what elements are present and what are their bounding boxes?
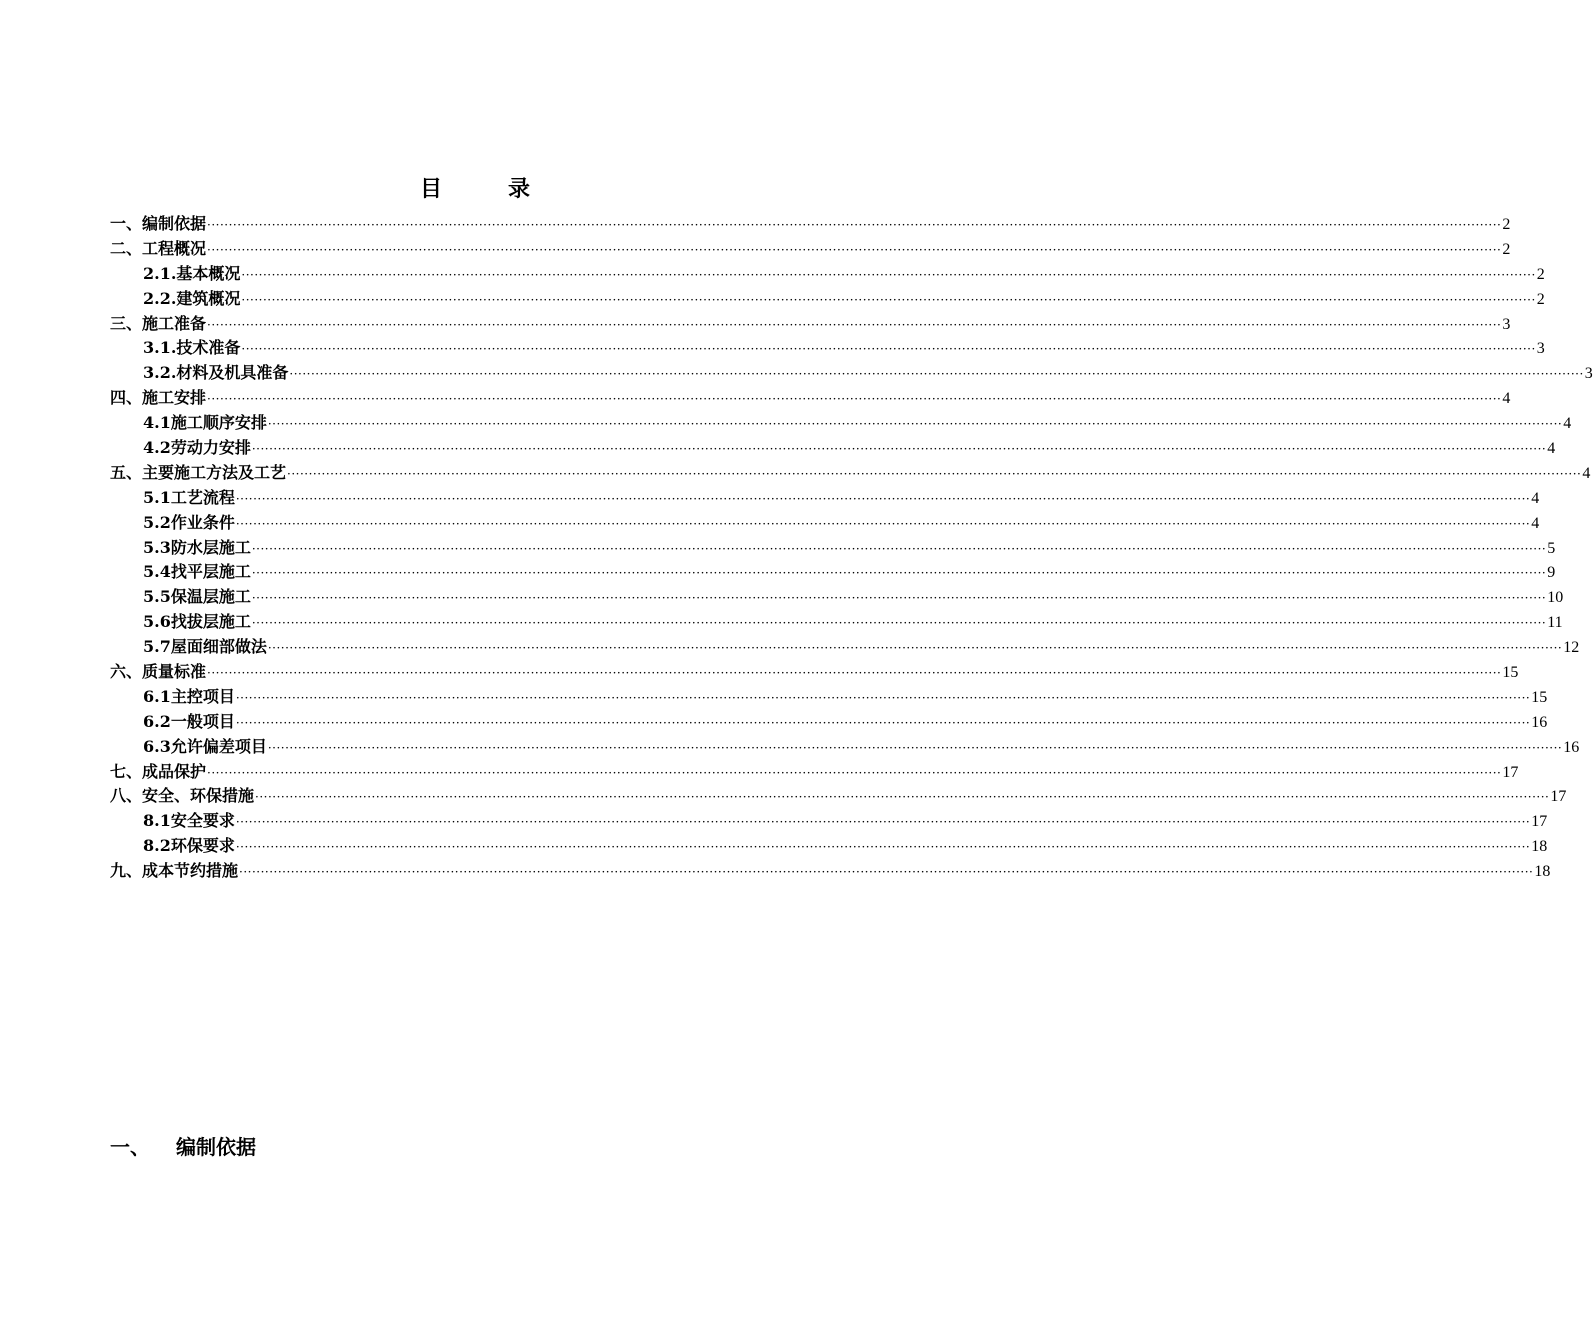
toc-entry-number: 三、	[110, 313, 143, 333]
toc-entry-label: 防水层施工	[170, 537, 251, 557]
toc-entry-page: 2	[1502, 216, 1511, 233]
toc-entry-label: 环保要求	[170, 836, 235, 856]
toc-entry-page: 3	[1584, 365, 1593, 383]
toc-entry-number: 8.2	[143, 836, 171, 856]
toc-entry-page: 5	[1547, 539, 1556, 557]
toc-entry-page: 2	[1502, 240, 1511, 258]
toc-entry-label: 找平层施工	[170, 562, 251, 582]
toc-leader-dots: ············································································································································································································································································································	[267, 417, 1563, 432]
toc-entry[interactable]	[110, 461, 1591, 486]
toc-leader-dots: ············································································································································································································································································································	[207, 392, 1502, 407]
toc-entry-page: 17	[1531, 813, 1548, 831]
toc-entry[interactable]	[110, 212, 1511, 237]
toc-entry-number: 8.1	[143, 811, 171, 831]
toc-entry[interactable]	[110, 760, 1519, 785]
toc-entry-label: 材料及机具准备	[176, 363, 289, 383]
toc-entry-label: 成品保护	[142, 761, 207, 781]
toc-entry-number: 5.1	[143, 487, 171, 507]
toc-entry-page: 3	[1502, 315, 1511, 333]
toc-entry-number: 5.5	[143, 587, 171, 607]
toc-entry-number: 5.7	[143, 637, 171, 657]
toc-entry[interactable]	[110, 361, 1593, 386]
toc-entry-page: 15	[1531, 688, 1548, 706]
toc-entry[interactable]	[110, 784, 1567, 809]
toc-entry-label: 成本节约措施	[142, 861, 239, 881]
toc-entry-label: 找拔层施工	[170, 612, 251, 632]
toc-entry-number: 5.4	[143, 562, 171, 582]
toc-leader-dots: ············································································································································································································································································································	[207, 765, 1502, 780]
toc-leader-dots: ············································································································································································································································································································	[251, 616, 1547, 631]
toc-leader-dots: ············································································································································································································································································································	[251, 541, 1547, 556]
toc-entry-page: 11	[1547, 614, 1563, 632]
toc-entry-label: 工程概况	[142, 238, 207, 258]
toc-entry-label: 保温层施工	[170, 587, 251, 607]
toc-entry[interactable]	[110, 859, 1551, 884]
toc-leader-dots: ············································································································································································································································································································	[235, 491, 1531, 506]
toc-entry-number: 5.2	[143, 512, 171, 532]
toc-entry-page: 12	[1563, 639, 1580, 657]
toc-entry-number: 六、	[110, 662, 143, 682]
toc-entry-number: 四、	[110, 388, 143, 408]
toc-entry[interactable]	[110, 809, 1548, 834]
toc-entry-label: 作业条件	[170, 512, 235, 532]
toc-entry-number: 一、	[110, 214, 143, 233]
toc-entry[interactable]	[110, 735, 1580, 760]
section-heading	[110, 1131, 256, 1160]
toc-entry-number: 3.2.	[143, 363, 177, 383]
toc-leader-dots: ············································································································································································································································································································	[251, 591, 1547, 606]
toc-entry-label: 施工准备	[142, 313, 207, 333]
toc-entry-page: 17	[1502, 763, 1519, 781]
toc-entry-number: 5.3	[143, 537, 171, 557]
toc-entry-label: 工艺流程	[170, 487, 235, 507]
toc-entry-number: 5.6	[143, 612, 171, 632]
toc-entry-number: 二、	[110, 238, 143, 258]
toc-leader-dots: ············································································································································································································································································································	[235, 715, 1531, 730]
toc-entry-number: 2.2.	[143, 288, 177, 308]
toc-entry-page: 16	[1531, 713, 1548, 731]
toc-entry-page: 16	[1563, 738, 1580, 756]
toc-entry-number: 4.2	[143, 438, 171, 458]
toc-entry-page: 17	[1550, 788, 1567, 806]
toc-entry-label: 建筑概况	[176, 288, 241, 308]
toc-entry[interactable]	[110, 312, 1511, 337]
toc-entry[interactable]	[110, 585, 1564, 610]
toc-entry[interactable]	[110, 511, 1540, 536]
toc-entry-page: 15	[1502, 664, 1519, 682]
toc-entry-label: 技术准备	[176, 338, 241, 358]
toc-entry-label: 安全要求	[170, 811, 235, 831]
toc-entry-page: 2	[1536, 265, 1545, 283]
toc-leader-dots: ············································································································································································································································································································	[235, 815, 1531, 830]
toc-leader-dots: ············································································································································································································································································································	[235, 840, 1531, 855]
toc-entry[interactable]	[110, 660, 1519, 685]
toc-entry-page: 4	[1502, 390, 1511, 408]
toc-entry-label: 安全、环保措施	[142, 786, 255, 806]
toc-entry[interactable]	[110, 710, 1548, 735]
toc-entry-number: 五、	[110, 462, 143, 482]
toc-entry[interactable]	[110, 635, 1580, 660]
toc-entry-page: 3	[1536, 340, 1545, 358]
toc-entry-label: 编制依据	[142, 214, 207, 233]
toc-entry-number: 6.1	[143, 686, 171, 706]
toc-entry[interactable]	[110, 834, 1548, 859]
toc-leader-dots: ············································································································································································································································································································	[207, 218, 1502, 232]
toc-entry-number: 3.1.	[143, 338, 177, 358]
toc-entry-label: 允许偏差项目	[170, 736, 267, 756]
toc-entry[interactable]	[110, 536, 1556, 561]
toc-entry-number: 九、	[110, 861, 143, 881]
toc-entry[interactable]	[110, 287, 1545, 312]
toc-leader-dots: ············································································································································································································································································································	[241, 342, 1536, 357]
toc-leader-dots: ············································································································································································································································································································	[235, 516, 1531, 531]
toc-leader-dots: ············································································································································································································································································································	[255, 790, 1550, 805]
toc-entry-label: 施工顺序安排	[170, 413, 267, 433]
section-heading-number: 一、	[110, 1135, 150, 1159]
toc-entry[interactable]	[110, 610, 1563, 635]
toc-entry[interactable]	[110, 436, 1556, 461]
toc-entry-page: 4	[1582, 464, 1591, 482]
toc-entry-label: 一般项目	[170, 711, 235, 731]
toc-entry-page: 4	[1563, 415, 1572, 433]
toc-leader-dots: ············································································································································································································································································································	[251, 442, 1547, 457]
toc-entry[interactable]	[110, 336, 1545, 361]
toc-entry[interactable]	[110, 685, 1548, 710]
toc-entry-number: 八、	[110, 786, 143, 806]
section-heading-label: 编制依据	[176, 1135, 256, 1159]
toc-entry-number: 6.3	[143, 736, 171, 756]
toc-entry-page: 10	[1547, 589, 1564, 607]
toc-leader-dots: ············································································································································································································································································································	[239, 865, 1534, 880]
toc-entry[interactable]	[110, 411, 1572, 436]
toc-leader-dots: ············································································································································································································································································································	[235, 690, 1531, 705]
toc-leader-dots: ············································································································································································································································································································	[207, 666, 1502, 681]
toc-title: 目 录	[419, 176, 552, 202]
toc-entry-number: 七、	[110, 761, 143, 781]
toc-entry-label: 主控项目	[170, 686, 235, 706]
toc-entry[interactable]	[110, 486, 1540, 511]
toc-leader-dots: ············································································································································································································································································································	[241, 292, 1536, 307]
toc-leader-dots: ············································································································································································································································································································	[267, 740, 1563, 755]
toc-entry[interactable]	[110, 262, 1545, 287]
toc-entry-number: 6.2	[143, 711, 171, 731]
toc-entry[interactable]	[110, 237, 1511, 262]
toc-leader-dots: ············································································································································································································································································································	[207, 242, 1502, 257]
toc-entry-page: 4	[1547, 440, 1556, 458]
toc-leader-dots: ············································································································································································································································································································	[251, 566, 1547, 581]
toc-entry-label: 基本概况	[176, 263, 241, 283]
toc-entry-page: 2	[1536, 290, 1545, 308]
toc-entry[interactable]	[110, 386, 1511, 411]
toc-entry-label: 主要施工方法及工艺	[142, 462, 287, 482]
toc-entry-number: 2.1.	[143, 263, 177, 283]
toc-entry-label: 劳动力安排	[170, 438, 251, 458]
toc-entry-page: 18	[1534, 863, 1551, 881]
toc-entry-number: 4.1	[143, 413, 171, 433]
toc-leader-dots: ············································································································································································································································································································	[267, 641, 1563, 656]
toc-entry-page: 9	[1547, 564, 1556, 582]
table-of-contents	[110, 212, 1593, 884]
toc-leader-dots: ············································································································································································································································································································	[207, 317, 1502, 332]
toc-leader-dots: ············································································································································································································································································································	[289, 367, 1584, 382]
toc-leader-dots: ············································································································································································································································································································	[241, 267, 1536, 282]
toc-entry[interactable]	[110, 560, 1556, 585]
toc-entry-page: 18	[1531, 838, 1548, 856]
toc-entry-page: 4	[1531, 489, 1540, 507]
toc-entry-label: 质量标准	[142, 662, 207, 682]
toc-entry-label: 屋面细部做法	[170, 637, 267, 657]
toc-leader-dots: ············································································································································································································································································································	[287, 466, 1582, 481]
toc-entry-label: 施工安排	[142, 388, 207, 408]
toc-entry-page: 4	[1531, 514, 1540, 532]
